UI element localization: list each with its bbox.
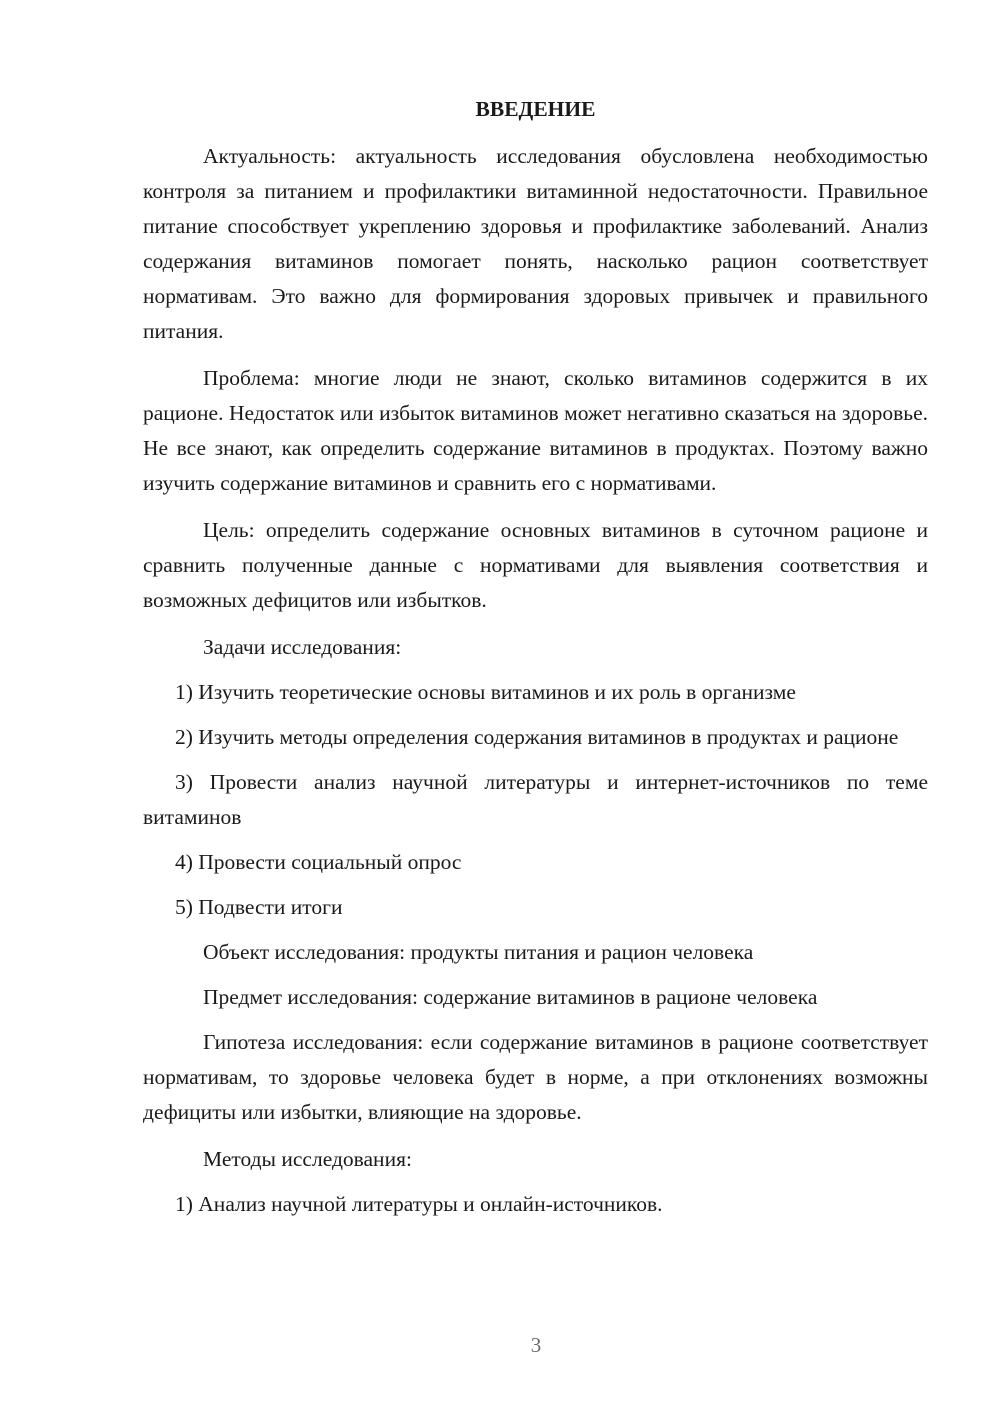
task-item-3: 3) Провести анализ научной литературы и интернет-источников по теме витаминов — [143, 770, 928, 829]
tasks-heading: Задачи исследования: — [203, 635, 402, 659]
method-item-1: 1) Анализ научной литературы и онлайн-источников. — [175, 1192, 663, 1216]
document-page — [143, 92, 928, 1232]
relevance-paragraph: Актуальность: актуальность исследования обусловлена необходимостью контроля за питанием и профилактики витаминной недостаточности. Правильное питание способствует укреплению здоровья и профилактике заболеваний. Анализ содержания витаминов помогает понять, насколько рацион соответствует нормативам. Это важно для формирования здоровых привычек и правильного питания. — [143, 144, 928, 343]
subject-paragraph: Предмет исследования: содержание витаминов в рационе человека — [203, 985, 818, 1009]
goal-paragraph: Цель: определить содержание основных витаминов в суточном рационе и сравнить полученные данные с нормативами для выявления соответствия и возможных дефицитов или избытков. — [143, 518, 928, 612]
hypothesis-paragraph: Гипотеза исследования: если содержание витаминов в рационе соответствует нормативам, то здоровье человека будет в норме, а при отклонениях возможны дефициты или избытки, влияющие на здоровье. — [143, 1030, 928, 1124]
task-item-1: 1) Изучить теоретические основы витаминов и их роль в организме — [175, 680, 796, 704]
problem-paragraph: Проблема: многие люди не знают, сколько витаминов содержится в их рационе. Недостаток или избыток витаминов может негативно сказаться на здоровье. Не все знают, как определить содержание витаминов в продуктах. Поэтому важно изучить содержание витаминов и сравнить его с нормативами. — [143, 366, 928, 495]
task-item-5: 5) Подвести итоги — [175, 895, 343, 919]
section-title: ВВЕДЕНИЕ — [475, 97, 596, 121]
object-paragraph: Объект исследования: продукты питания и рацион человека — [203, 940, 754, 964]
task-item-2: 2) Изучить методы определения содержания витаминов в продуктах и рационе — [175, 725, 899, 749]
task-item-4: 4) Провести социальный опрос — [175, 850, 462, 874]
page-number: 3 — [530, 1333, 542, 1357]
methods-heading: Методы исследования: — [203, 1147, 412, 1171]
